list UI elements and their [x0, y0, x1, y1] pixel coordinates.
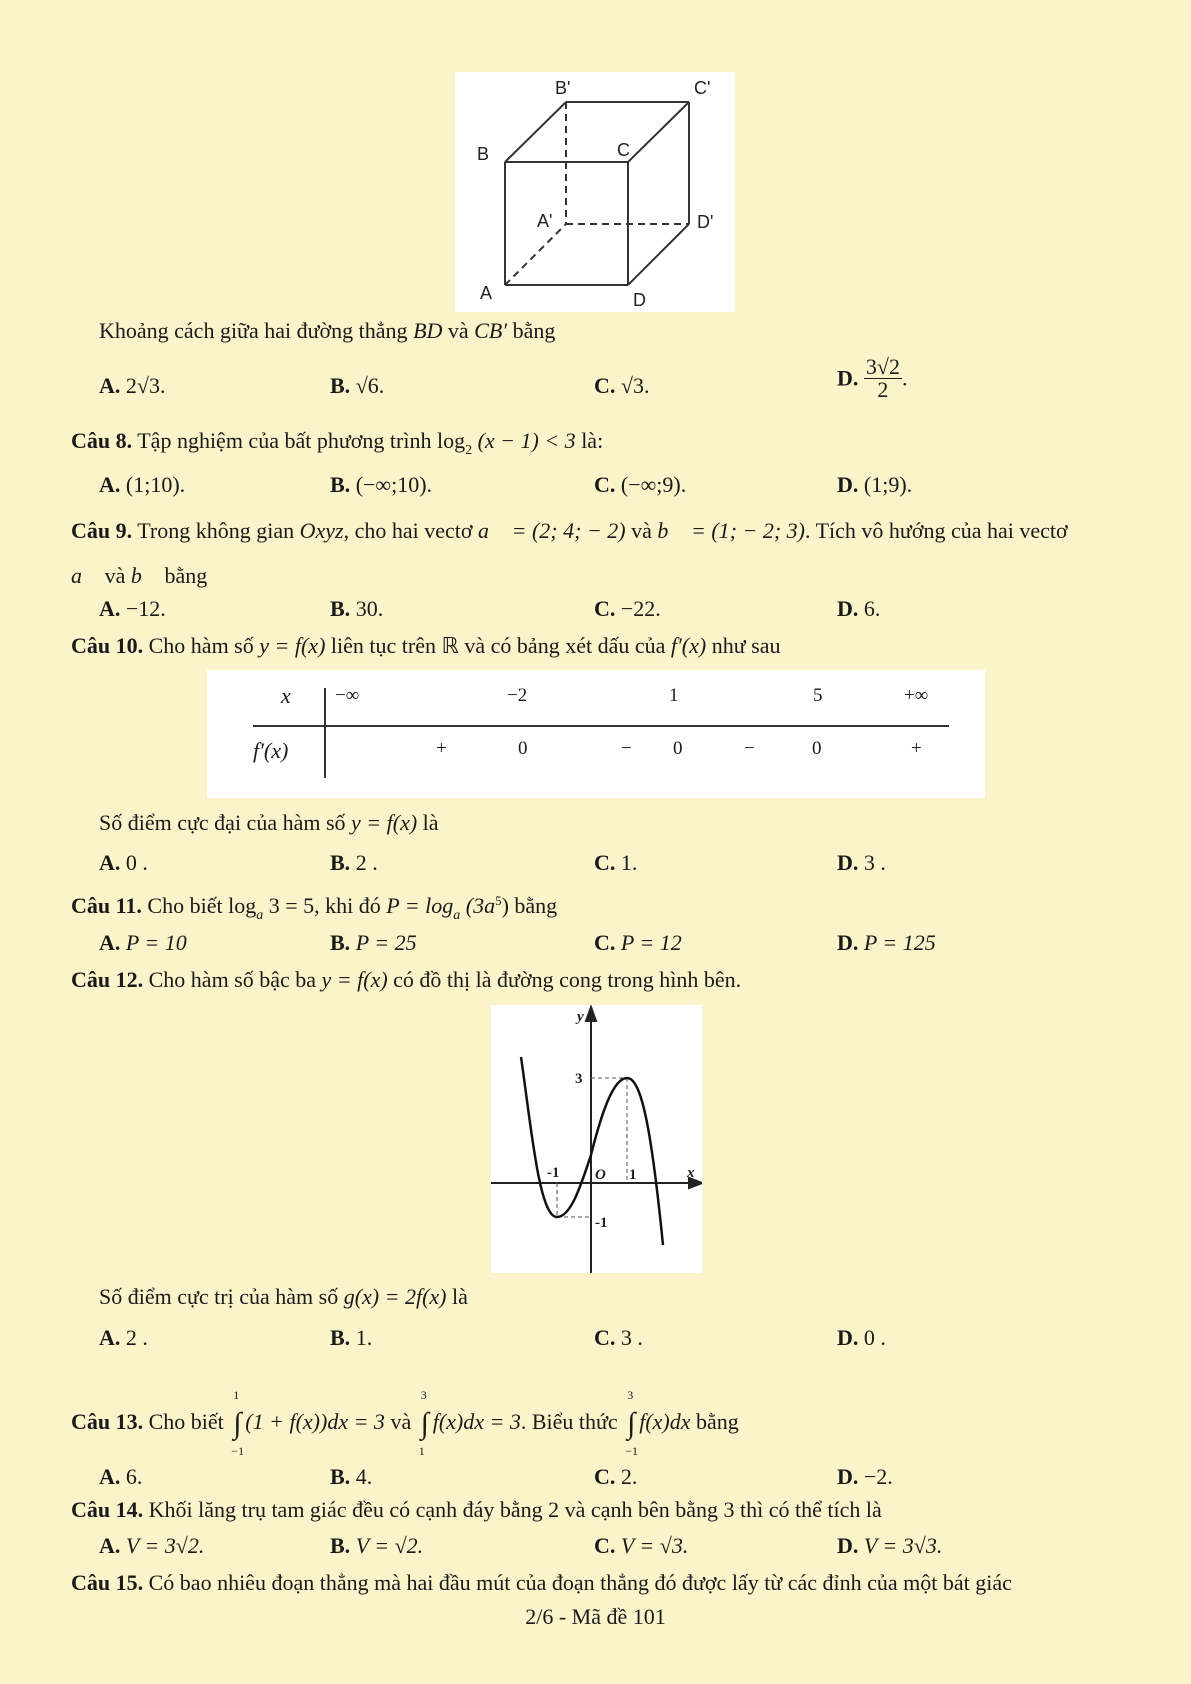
- q7-option-a[interactable]: [99, 372, 165, 400]
- q7-option-d[interactable]: [837, 356, 907, 401]
- cubic-graph-svg: [491, 1005, 702, 1273]
- q8-option-a[interactable]: [99, 471, 185, 499]
- q13-option-d[interactable]: [837, 1463, 893, 1491]
- option-value: (−∞;10).: [355, 472, 433, 497]
- option-label: D.: [837, 930, 859, 955]
- option-label: B.: [330, 373, 351, 398]
- q12-func: y = f(x): [321, 967, 388, 992]
- q9-space: Oxyz: [299, 518, 344, 543]
- q10-option-c[interactable]: [594, 849, 637, 877]
- option-value: √6.: [355, 373, 385, 398]
- q12-option-a[interactable]: [99, 1324, 148, 1352]
- q13-option-c[interactable]: [594, 1463, 637, 1491]
- question-label: Câu 8.: [71, 428, 133, 453]
- q10-stem: [71, 632, 780, 660]
- edge-aa1-hidden: [505, 224, 566, 285]
- option-value: (1;10).: [125, 472, 186, 497]
- origin-label: O: [595, 1167, 606, 1183]
- x-axis-label: x: [687, 1165, 695, 1181]
- y-axis-label: y: [577, 1009, 584, 1025]
- q9-stem: [71, 517, 1068, 545]
- q8-stem-pre: Tập nghiệm của bất phương trình: [137, 428, 432, 453]
- q9-line2-and: và: [104, 563, 126, 588]
- edge-dd1: [628, 224, 689, 285]
- option-label: C.: [594, 850, 616, 875]
- q14-stem-text: Khối lăng trụ tam giác đều có cạnh đáy bằng 2 và cạnh bên bằng 3 thì có thể tích là: [148, 1497, 882, 1522]
- option-value: 6.: [125, 1464, 143, 1489]
- q10-option-a[interactable]: [99, 849, 148, 877]
- q7-line-bd: BD: [413, 318, 443, 343]
- fraction-denominator: 2: [877, 377, 889, 402]
- option-value: (−∞;9).: [620, 472, 687, 497]
- option-value: 3 .: [863, 850, 886, 875]
- question-label: Câu 13.: [71, 1409, 144, 1434]
- q12-question-pre: Số điểm cực trị của hàm số: [99, 1284, 339, 1309]
- q13-int2-body: f(x)dx = 3: [432, 1409, 521, 1434]
- sign-cell: +: [436, 738, 447, 759]
- q10-option-d[interactable]: [837, 849, 886, 877]
- option-value: V = 3√3.: [863, 1533, 943, 1558]
- q9-vector-a: a⃗ = (2; 4; − 2): [478, 518, 626, 543]
- q13-stem-3: bằng: [696, 1409, 739, 1434]
- sign-cell: 0: [673, 738, 683, 759]
- option-label: D.: [837, 1464, 859, 1489]
- option-value: −2.: [863, 1464, 893, 1489]
- q11-option-c[interactable]: [594, 929, 682, 957]
- q11-stem-3: bằng: [514, 893, 558, 918]
- tick-y3: 3: [575, 1071, 583, 1087]
- cube-figure: [455, 72, 735, 312]
- question-label: Câu 11.: [71, 893, 142, 918]
- option-value: 2 .: [355, 850, 378, 875]
- q9-vector-b: b⃗ = (1; − 2; 3): [657, 518, 805, 543]
- option-value: 6.: [863, 596, 881, 621]
- option-value: 2√3.: [125, 373, 166, 398]
- option-value: P = 25: [355, 930, 417, 955]
- vertex-d1: D': [697, 212, 714, 232]
- question-label: Câu 15.: [71, 1570, 144, 1595]
- integral-sign-icon: ∫ 1 −1: [231, 1387, 245, 1458]
- row-header-deriv: f′(x): [253, 738, 289, 763]
- option-value: (1;9).: [863, 472, 913, 497]
- integral-lower-limit: −1: [625, 1443, 638, 1458]
- q11-p-arg-open: (3a: [465, 893, 496, 918]
- option-label: A.: [99, 373, 121, 398]
- q7-stem-post: bằng: [512, 318, 556, 343]
- q13-int1-body: (1 + f(x))dx = 3: [245, 1409, 385, 1434]
- q12-option-d[interactable]: [837, 1324, 886, 1352]
- q11-stem-1: Cho biết: [147, 893, 223, 918]
- q9-line2-b: b⃗: [130, 563, 160, 588]
- option-label: C.: [594, 596, 616, 621]
- option-value: 2.: [620, 1464, 638, 1489]
- vertex-b1: B': [555, 78, 571, 98]
- q10-stem-2: liên tục trên: [330, 633, 436, 658]
- q13-option-a[interactable]: [99, 1463, 142, 1491]
- vertex-d: D: [633, 290, 646, 310]
- option-label: A.: [99, 850, 121, 875]
- fraction-numerator: 3√2: [865, 354, 900, 379]
- option-value: V = √2.: [355, 1533, 424, 1558]
- option-label: D.: [837, 365, 859, 391]
- integral-sign-icon: ∫ 3 −1: [625, 1387, 638, 1458]
- q13-stem-1: Cho biết: [148, 1409, 224, 1434]
- cubic-graph: [491, 1005, 702, 1273]
- q15-stem: [71, 1569, 1012, 1597]
- integral-lower-limit: −1: [231, 1443, 245, 1458]
- option-label: B.: [330, 596, 351, 621]
- option-tail: .: [901, 365, 908, 391]
- option-value: 0 .: [125, 850, 148, 875]
- option-value: 0 .: [863, 1325, 886, 1350]
- q14-option-c[interactable]: [594, 1532, 688, 1560]
- q14-stem: [71, 1496, 882, 1524]
- edge-cc1: [628, 102, 689, 162]
- q12-stem-1: Cho hàm số bậc ba: [148, 967, 317, 992]
- x-value: +∞: [904, 685, 929, 706]
- question-label: Câu 10.: [71, 633, 144, 658]
- question-label: Câu 9.: [71, 518, 133, 543]
- q15-stem-text: Có bao nhiêu đoạn thẳng mà hai đầu mút của đoạn thẳng đó được lấy từ các đỉnh của một bát giác: [148, 1570, 1012, 1595]
- integral-upper-limit: 1: [233, 1387, 240, 1402]
- q11-stem: [71, 887, 557, 930]
- option-label: C.: [594, 1325, 616, 1350]
- q9-option-c[interactable]: [594, 595, 661, 623]
- q11-stem-2: , khi đó: [314, 893, 381, 918]
- y-axis-arrow-icon: [586, 1007, 596, 1021]
- q12-stem: [71, 966, 741, 994]
- vertex-c: C: [617, 140, 630, 160]
- option-label: D.: [837, 596, 859, 621]
- q8-log: log: [436, 428, 466, 453]
- option-label: C.: [594, 930, 616, 955]
- option-label: C.: [594, 1533, 616, 1558]
- question-label: Câu 12.: [71, 967, 144, 992]
- q9-stem-1: Trong không gian: [137, 518, 295, 543]
- x-value: 1: [669, 685, 679, 706]
- q11-p-pre: P = log: [386, 893, 454, 918]
- sign-cell: −: [621, 738, 632, 759]
- vertex-a1: A': [537, 211, 553, 231]
- q9-option-d[interactable]: [837, 595, 880, 623]
- q14-option-b[interactable]: [330, 1532, 423, 1560]
- edge-bb1: [505, 102, 566, 162]
- x-value: 5: [813, 685, 823, 706]
- q11-given-base: a: [256, 908, 264, 923]
- q9-option-b[interactable]: [330, 595, 383, 623]
- option-label: A.: [99, 1533, 121, 1558]
- option-label: B.: [330, 1533, 351, 1558]
- q7-option-b[interactable]: [330, 372, 384, 400]
- x-value: −2: [507, 685, 528, 706]
- option-value: P = 125: [863, 930, 936, 955]
- option-label: B.: [330, 472, 351, 497]
- q11-p-exp: 5: [495, 893, 502, 908]
- q10-reals: ℝ: [441, 633, 459, 658]
- option-label: C.: [594, 373, 616, 398]
- table-vertical-rule: [324, 688, 326, 778]
- q8-option-b[interactable]: [330, 471, 432, 499]
- q11-given-rest: 3 = 5: [268, 893, 315, 918]
- option-value: 30.: [355, 596, 384, 621]
- tick-xm1: -1: [547, 1165, 560, 1181]
- q12-stem-2: có đồ thị là đường cong trong hình bên.: [393, 967, 742, 992]
- option-label: A.: [99, 930, 121, 955]
- option-value: P = 10: [125, 930, 187, 955]
- q11-p-base: a: [453, 908, 461, 923]
- option-label: A.: [99, 1325, 121, 1350]
- q10-question-pre: Số điểm cực đại của hàm số: [99, 810, 346, 835]
- q13-stem-2: . Biểu thức: [520, 1409, 618, 1434]
- q11-option-b[interactable]: [330, 929, 417, 957]
- option-label: A.: [99, 472, 121, 497]
- option-value: 4.: [355, 1464, 373, 1489]
- option-value: 2 .: [125, 1325, 148, 1350]
- option-label: A.: [99, 596, 121, 621]
- q7-line-cb1: CB′: [474, 318, 508, 343]
- q9-and: và: [631, 518, 652, 543]
- q7-mid: và: [447, 318, 469, 343]
- option-label: D.: [837, 850, 859, 875]
- tick-ym1: -1: [595, 1215, 608, 1231]
- q9-stem-line2: [71, 562, 207, 590]
- option-label: C.: [594, 472, 616, 497]
- q13-and: và: [390, 1409, 412, 1434]
- q8-arg: (x − 1) < 3: [477, 428, 576, 453]
- q13-stem: [71, 1387, 739, 1458]
- option-value: V = √3.: [620, 1533, 689, 1558]
- q10-option-b[interactable]: [330, 849, 378, 877]
- option-label: D.: [837, 1533, 859, 1558]
- option-value: √3.: [620, 373, 650, 398]
- q7-stem: [99, 317, 555, 345]
- option-value: −12.: [125, 596, 166, 621]
- sign-cell: 0: [812, 738, 822, 759]
- q10-question: [99, 809, 439, 837]
- q10-func: y = f(x): [259, 633, 326, 658]
- q9-stem-3: . Tích vô hướng của hai vectơ: [805, 518, 1068, 543]
- q12-question-post: là: [452, 1284, 468, 1309]
- q12-question-func: g(x) = 2f(x): [343, 1284, 447, 1309]
- vertex-b: B: [477, 144, 490, 164]
- option-label: B.: [330, 1325, 351, 1350]
- question-label: Câu 14.: [71, 1497, 144, 1522]
- x-value: −∞: [335, 685, 360, 706]
- sign-table: [207, 670, 985, 798]
- option-value: V = 3√2.: [125, 1533, 205, 1558]
- q10-stem-1: Cho hàm số: [148, 633, 254, 658]
- option-label: D.: [837, 472, 859, 497]
- q10-question-func: y = f(x): [351, 810, 418, 835]
- q11-option-d[interactable]: [837, 929, 936, 957]
- q11-given-log: log: [228, 893, 257, 918]
- q10-stem-3: và có bảng xét dấu của: [464, 633, 666, 658]
- q10-deriv: f′(x): [670, 633, 707, 658]
- q14-option-a[interactable]: [99, 1532, 204, 1560]
- q7-stem-pre: Khoảng cách giữa hai đường thẳng: [99, 318, 408, 343]
- sign-cell: +: [911, 738, 922, 759]
- vertex-a: A: [480, 283, 493, 303]
- integral-upper-limit: 3: [627, 1387, 634, 1402]
- q9-line2-post: bằng: [164, 563, 208, 588]
- integral-lower-limit: 1: [418, 1443, 425, 1458]
- q9-line2-a: a⃗: [71, 563, 100, 588]
- vertex-c1: C': [694, 78, 711, 98]
- integral-upper-limit: 3: [420, 1387, 427, 1402]
- cube-diagram: [455, 72, 735, 312]
- option-label: B.: [330, 1464, 351, 1489]
- sign-cell: −: [744, 738, 755, 759]
- sign-cell: 0: [518, 738, 528, 759]
- table-horizontal-rule: [253, 725, 949, 727]
- option-value: −22.: [620, 596, 661, 621]
- option-value: P = 12: [620, 930, 682, 955]
- q8-base: 2: [465, 443, 473, 458]
- q12-question: [99, 1283, 468, 1311]
- q9-stem-2: , cho hai vectơ: [343, 518, 473, 543]
- q8-stem: [71, 427, 603, 465]
- option-value: 3 .: [620, 1325, 643, 1350]
- row-header-x: x: [281, 683, 291, 708]
- q7-option-c[interactable]: [594, 372, 649, 400]
- option-label: D.: [837, 1325, 859, 1350]
- option-label: A.: [99, 1464, 121, 1489]
- integral-sign-icon: ∫ 3 1: [418, 1387, 429, 1458]
- q13-option-b[interactable]: [330, 1463, 372, 1491]
- q8-stem-post: là:: [581, 428, 604, 453]
- q8-option-d[interactable]: [837, 471, 912, 499]
- q14-option-d[interactable]: [837, 1532, 942, 1560]
- q13-int3-body: f(x)dx: [639, 1409, 691, 1434]
- tick-x1: 1: [629, 1167, 637, 1183]
- option-label: B.: [330, 850, 351, 875]
- q11-p-arg-close: ): [501, 893, 509, 918]
- fraction: [864, 356, 902, 401]
- option-value: 1.: [620, 850, 638, 875]
- q10-stem-4: như sau: [711, 633, 781, 658]
- q12-option-c[interactable]: [594, 1324, 643, 1352]
- q10-question-post: là: [422, 810, 439, 835]
- option-value: 1.: [355, 1325, 373, 1350]
- q12-option-b[interactable]: [330, 1324, 372, 1352]
- option-label: B.: [330, 930, 351, 955]
- option-label: C.: [594, 1464, 616, 1489]
- q9-option-a[interactable]: [99, 595, 166, 623]
- q11-option-a[interactable]: [99, 929, 187, 957]
- page-footer: 2/6 - Mã đề 101: [525, 1604, 666, 1629]
- q8-option-c[interactable]: [594, 471, 686, 499]
